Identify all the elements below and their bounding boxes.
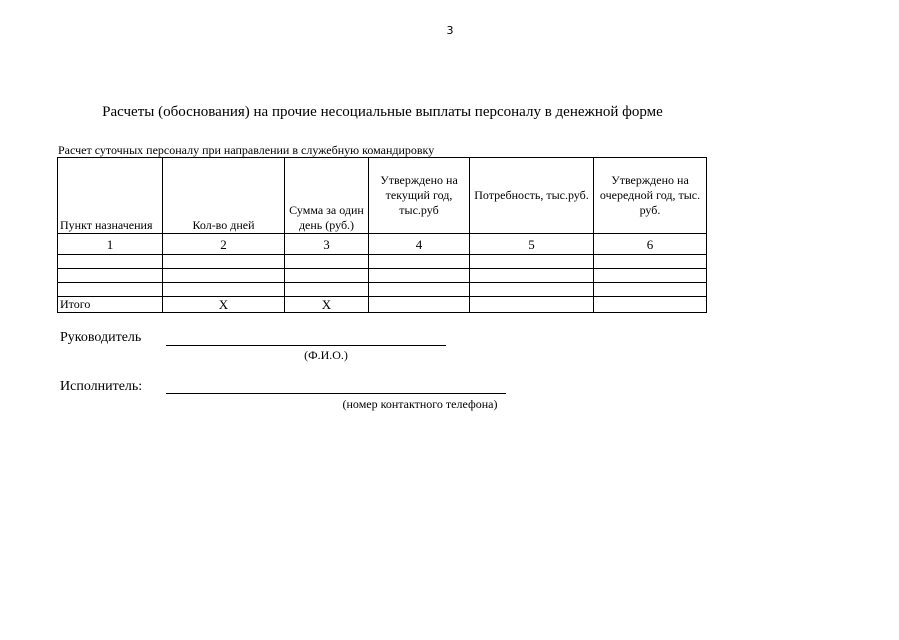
head-signature-hint: (Ф.И.О.): [304, 348, 348, 362]
table-cell: [58, 255, 163, 269]
head-signature-line: [166, 345, 446, 346]
table-cell: [369, 283, 470, 297]
total-days-mark: Х: [163, 297, 285, 313]
column-number: 4: [369, 234, 470, 255]
table-cell: [163, 269, 285, 283]
table-header-row: [58, 158, 707, 234]
table-cell: [594, 297, 707, 313]
table-cell: [369, 255, 470, 269]
table-cell: [470, 269, 594, 283]
column-number: 6: [594, 234, 707, 255]
table-cell: [163, 255, 285, 269]
table-column-numbers-row: [58, 234, 707, 255]
total-label: Итого: [58, 297, 163, 313]
head-signature-label: Руководитель: [60, 330, 142, 345]
table-cell: [594, 255, 707, 269]
daily-allowance-table: [57, 157, 707, 313]
table-total-row: [58, 297, 707, 313]
column-number: 1: [58, 234, 163, 255]
column-number: 2: [163, 234, 285, 255]
table-cell: [285, 255, 369, 269]
table-cell: [594, 283, 707, 297]
header-days-count: Кол-во дней: [163, 158, 285, 234]
table-cell: [285, 269, 369, 283]
table-row: [58, 283, 707, 297]
table-cell: [594, 269, 707, 283]
table-cell: [163, 283, 285, 297]
table-row: [58, 269, 707, 283]
table-cell: [470, 297, 594, 313]
table-cell: [58, 283, 163, 297]
document-title: Расчеты (обоснования) на прочие несоциальные выплаты персоналу в денежной форме: [102, 104, 663, 120]
table-caption: Расчет суточных персоналу при направлении в служебную командировку: [58, 143, 435, 157]
table-cell: [369, 297, 470, 313]
header-approved-current-year: Утверждено на текущий год, тыс.руб: [369, 158, 470, 234]
header-requirement: Потребность, тыс.руб.: [470, 158, 594, 234]
table-row: [58, 255, 707, 269]
page-number: 3: [446, 24, 454, 37]
column-number: 5: [470, 234, 594, 255]
table-cell: [369, 269, 470, 283]
executor-signature-hint: (номер контактного телефона): [342, 397, 498, 411]
header-destination: Пункт назначения: [58, 158, 163, 234]
total-daily-amount-mark: Х: [285, 297, 369, 313]
table-cell: [470, 255, 594, 269]
header-approved-next-year: Утверждено на очередной год, тыс. руб.: [594, 158, 707, 234]
executor-signature-line: [166, 393, 506, 394]
table-cell: [470, 283, 594, 297]
table-cell: [285, 283, 369, 297]
table-cell: [58, 269, 163, 283]
column-number: 3: [285, 234, 369, 255]
header-daily-amount: Сумма за один день (руб.): [285, 158, 369, 234]
executor-signature-label: Исполнитель:: [60, 379, 143, 394]
